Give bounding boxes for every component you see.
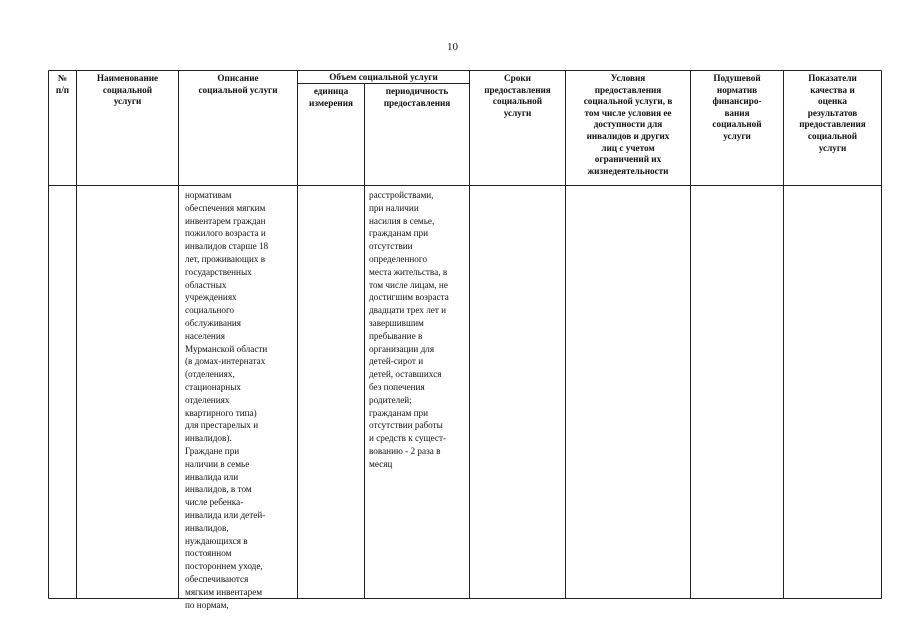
header-volume: Объем социальной услуги [329,72,438,82]
page-number: 10 [447,41,458,53]
header-periodicity: периодичность предоставления [383,86,451,108]
header-service-name: Наименование социальной услуги [96,73,159,107]
header-terms: Сроки предоставления социальной услуги [484,73,551,118]
header-number: № п/п [55,73,70,95]
header-funding-standard: Подушевой норматив финансиро- вания социальной услуги [712,73,762,141]
header-unit: единица измерения [309,86,353,108]
header-conditions: Условия предоставления социальной услуги, в том числе условия ее доступности для инвалидов и других лиц с учетом ограничений их жизнедеятельности [583,73,673,176]
header-description: Описание социальной услуги [198,73,278,95]
periodicity-cell: расстройствами, при наличии насилия в семье, гражданам при отсутствии определенного места жительства, в том числе лицам, не достигшим возраста двадцати трех лет и завершившим пребывание в организации для детей-сирот и детей, оставшихся без попечения родителей; гражданам при отсутствии работы и средств к сущест- вованию - 2 раза в месяц [369,190,449,469]
header-quality-indicators: Показатели качества и оценка результатов предоставления социальной услуги [799,73,866,153]
description-cell: нормативам обеспечения мягким инвентарем граждан пожилого возраста и инвалидов старше 18 лет, проживающих в государственных областных учреждениях социального обслуживания населения Мурманской области (в домах-интернатах (отделениях, стационарных отделениях квартирного типа) для престарелых и инвалидов). Граждане при наличии в семье инвалида или инвалидов, в том числе ребенка- инвалида или детей- инвалидов, нуждающихся в постоянном постороннем уходе, обеспечиваются мягким инвентарем по нормам, [185,190,269,610]
